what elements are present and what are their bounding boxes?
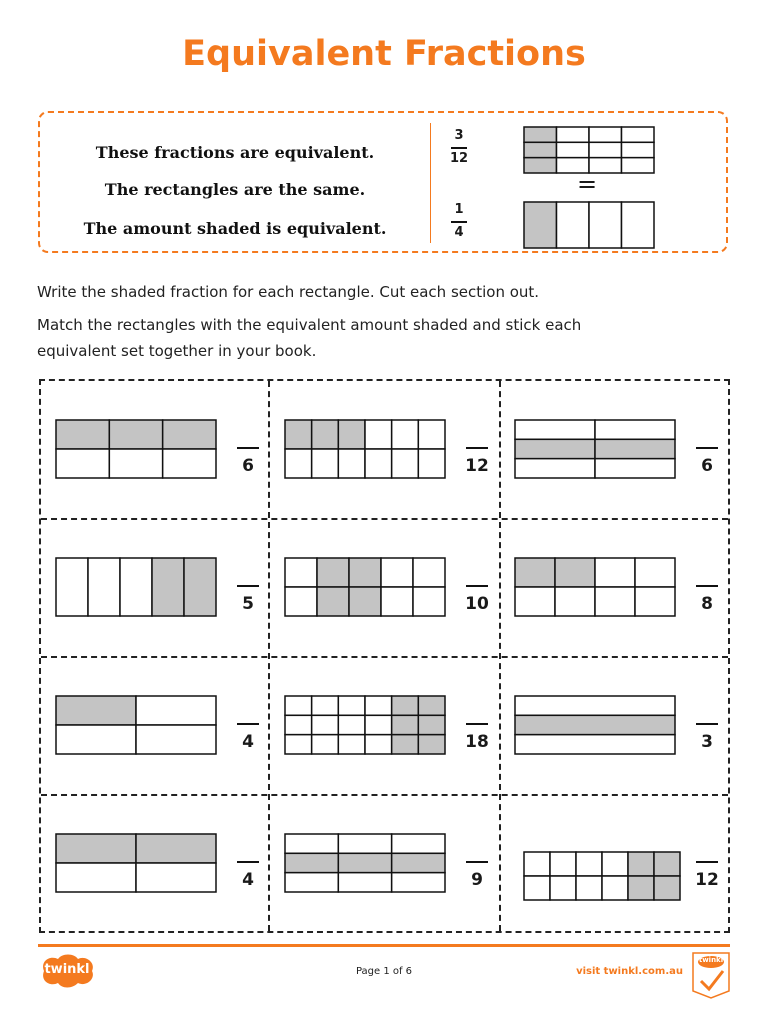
denominator-label: 4 xyxy=(242,870,254,890)
denominator-label: 18 xyxy=(465,732,489,752)
info-line-2: The rectangles are the same. xyxy=(104,180,366,199)
fraction-part xyxy=(338,715,365,734)
fraction-part xyxy=(338,449,365,478)
fraction-part xyxy=(88,558,120,616)
fraction-part xyxy=(654,876,680,900)
denominator-label: 12 xyxy=(465,456,489,476)
numerator-blank[interactable] xyxy=(466,447,488,449)
numerator-blank[interactable] xyxy=(696,447,718,449)
example-top-denominator: 12 xyxy=(449,150,469,166)
equals-sign: = xyxy=(577,170,598,198)
fraction-part xyxy=(622,127,655,142)
fraction-part xyxy=(392,834,445,853)
fraction-part xyxy=(56,725,136,754)
page-number: Page 1 of 6 xyxy=(355,966,413,977)
fraction-rectangle xyxy=(55,419,219,481)
fraction-rectangle xyxy=(514,419,678,481)
fraction-part xyxy=(338,873,391,892)
fraction-part xyxy=(418,735,445,754)
fraction-rectangle xyxy=(514,557,678,619)
fraction-part xyxy=(595,420,675,439)
fraction-part xyxy=(557,202,590,248)
fraction-part xyxy=(392,449,419,478)
fraction-part xyxy=(576,852,602,876)
fraction-part xyxy=(56,449,109,478)
fraction-part xyxy=(365,735,392,754)
fraction-part xyxy=(184,558,216,616)
fraction-part xyxy=(312,715,339,734)
example-rect-bottom xyxy=(523,201,655,249)
example-divider xyxy=(430,123,431,243)
numerator-blank[interactable] xyxy=(237,447,259,449)
fraction-part xyxy=(338,420,365,449)
fraction-part xyxy=(635,587,675,616)
fraction-part xyxy=(418,420,445,449)
numerator-blank[interactable] xyxy=(237,585,259,587)
twinkl-logo-text: twinkl xyxy=(44,962,90,977)
fraction-part xyxy=(628,876,654,900)
fraction-part xyxy=(56,834,136,863)
fraction-rectangle xyxy=(284,419,448,481)
fraction-part xyxy=(550,852,576,876)
fraction-part xyxy=(109,420,162,449)
fraction-part xyxy=(136,725,216,754)
fraction-part xyxy=(285,558,317,587)
fraction-part xyxy=(589,127,622,142)
fraction-part xyxy=(413,558,445,587)
fraction-part xyxy=(550,876,576,900)
fraction-part xyxy=(285,449,312,478)
fraction-part xyxy=(524,158,557,173)
example-top-numerator: 3 xyxy=(454,128,464,143)
fraction-part xyxy=(136,863,216,892)
fraction-part xyxy=(338,853,391,872)
fraction-part xyxy=(418,696,445,715)
denominator-label: 6 xyxy=(701,456,713,476)
example-fraction-bottom xyxy=(440,202,478,242)
visit-link[interactable]: visit twinkl.com.au xyxy=(576,966,683,977)
fraction-rectangle xyxy=(55,557,219,619)
fraction-part xyxy=(285,715,312,734)
denominator-label: 12 xyxy=(695,870,719,890)
numerator-blank[interactable] xyxy=(466,585,488,587)
fraction-part xyxy=(628,852,654,876)
fraction-part xyxy=(285,873,338,892)
fraction-part xyxy=(555,558,595,587)
fraction-rectangle xyxy=(284,833,448,895)
fraction-rectangle xyxy=(284,695,448,757)
fraction-part xyxy=(515,459,595,478)
fraction-part xyxy=(317,558,349,587)
instruction-1: Write the shaded fraction for each rectangle. Cut each section out. xyxy=(37,283,540,301)
fraction-part xyxy=(365,420,392,449)
fraction-part xyxy=(557,127,590,142)
example-bottom-denominator: 4 xyxy=(454,224,464,240)
fraction-part xyxy=(524,876,550,900)
cut-line xyxy=(41,656,728,658)
fraction-part xyxy=(381,587,413,616)
fraction-part xyxy=(392,420,419,449)
fraction-part xyxy=(524,142,557,157)
fraction-part xyxy=(349,587,381,616)
fraction-part xyxy=(317,587,349,616)
fraction-bar xyxy=(451,221,467,223)
info-line-1: These fractions are equivalent. xyxy=(95,143,375,162)
fraction-part xyxy=(622,158,655,173)
fraction-rectangle xyxy=(284,557,448,619)
info-line-3: The amount shaded is equivalent. xyxy=(83,219,387,238)
denominator-label: 3 xyxy=(701,732,713,752)
fraction-part xyxy=(595,558,635,587)
fraction-part xyxy=(312,420,339,449)
numerator-blank[interactable] xyxy=(696,861,718,863)
fraction-part xyxy=(136,696,216,725)
fraction-part xyxy=(392,735,419,754)
fraction-part xyxy=(312,696,339,715)
fraction-part xyxy=(576,876,602,900)
fraction-part xyxy=(365,449,392,478)
fraction-part xyxy=(524,852,550,876)
fraction-part xyxy=(56,696,136,725)
fraction-part xyxy=(595,439,675,458)
fraction-part xyxy=(557,142,590,157)
example-rect-top xyxy=(523,126,655,174)
fraction-part xyxy=(392,696,419,715)
fraction-part xyxy=(622,202,655,248)
fraction-part xyxy=(349,558,381,587)
fraction-part xyxy=(365,715,392,734)
numerator-blank[interactable] xyxy=(237,861,259,863)
fraction-part xyxy=(163,449,216,478)
fraction-part xyxy=(338,834,391,853)
denominator-label: 5 xyxy=(242,594,254,614)
denominator-label: 6 xyxy=(242,456,254,476)
fraction-part xyxy=(515,696,675,715)
fraction-part xyxy=(285,420,312,449)
numerator-blank[interactable] xyxy=(237,723,259,725)
fraction-rectangle xyxy=(523,851,683,903)
fraction-rectangle xyxy=(55,695,219,757)
fraction-part xyxy=(381,558,413,587)
fraction-part xyxy=(524,202,557,248)
fraction-rectangle xyxy=(55,833,219,895)
fraction-part xyxy=(338,696,365,715)
fraction-part xyxy=(602,876,628,900)
numerator-blank[interactable] xyxy=(696,723,718,725)
fraction-part xyxy=(515,735,675,754)
footer-rule xyxy=(38,944,730,947)
fraction-part xyxy=(285,587,317,616)
instruction-2: Match the rectangles with the equivalent amount shaded and stick each xyxy=(37,316,582,334)
denominator-label: 8 xyxy=(701,594,713,614)
fraction-part xyxy=(392,853,445,872)
fraction-rectangle xyxy=(514,695,678,757)
fraction-part xyxy=(515,587,555,616)
fraction-part xyxy=(392,715,419,734)
denominator-label: 10 xyxy=(465,594,489,614)
denominator-label: 4 xyxy=(242,732,254,752)
fraction-part xyxy=(589,142,622,157)
fraction-part xyxy=(285,696,312,715)
numerator-blank[interactable] xyxy=(466,861,488,863)
fraction-part xyxy=(515,558,555,587)
fraction-part xyxy=(555,587,595,616)
numerator-blank[interactable] xyxy=(696,585,718,587)
fraction-part xyxy=(418,715,445,734)
example-fraction-top xyxy=(440,128,478,168)
fraction-part xyxy=(589,202,622,248)
cut-line xyxy=(41,518,728,520)
instruction-3: equivalent set together in your book. xyxy=(37,342,317,360)
fraction-part xyxy=(285,735,312,754)
fraction-part xyxy=(524,127,557,142)
fraction-part xyxy=(622,142,655,157)
fraction-part xyxy=(515,420,595,439)
fraction-part xyxy=(285,834,338,853)
fraction-part xyxy=(312,449,339,478)
fraction-part xyxy=(56,420,109,449)
fraction-part xyxy=(602,852,628,876)
fraction-bar xyxy=(451,147,467,149)
fraction-part xyxy=(418,449,445,478)
fraction-part xyxy=(109,449,162,478)
fraction-part xyxy=(56,863,136,892)
fraction-part xyxy=(312,735,339,754)
fraction-part xyxy=(413,587,445,616)
fraction-part xyxy=(654,852,680,876)
fraction-part xyxy=(136,834,216,863)
fraction-part xyxy=(152,558,184,616)
fraction-part xyxy=(120,558,152,616)
badge-text: twinkl xyxy=(698,956,724,964)
fraction-part xyxy=(163,420,216,449)
fraction-part xyxy=(392,873,445,892)
numerator-blank[interactable] xyxy=(466,723,488,725)
example-bottom-numerator: 1 xyxy=(454,202,464,217)
fraction-part xyxy=(338,735,365,754)
denominator-label: 9 xyxy=(471,870,483,890)
fraction-part xyxy=(365,696,392,715)
page-title: Equivalent Fractions xyxy=(182,34,586,74)
fraction-part xyxy=(515,715,675,734)
fraction-part xyxy=(56,558,88,616)
cut-line xyxy=(41,794,728,796)
fraction-part xyxy=(635,558,675,587)
fraction-part xyxy=(595,587,635,616)
fraction-part xyxy=(595,459,675,478)
fraction-part xyxy=(515,439,595,458)
fraction-part xyxy=(285,853,338,872)
